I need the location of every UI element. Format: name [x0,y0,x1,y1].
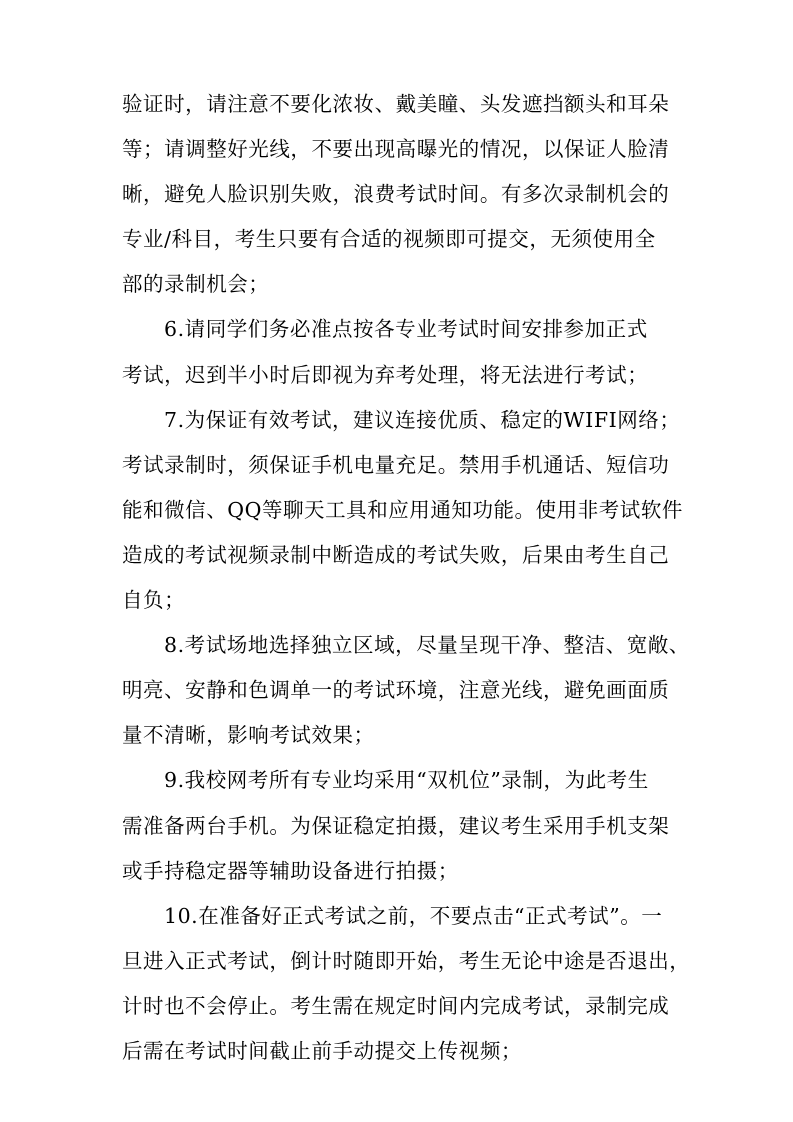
text-line: 后需在考试时间截止前手动提交上传视频； [122,1038,522,1063]
text-line: 需准备两台手机。为保证稳定拍摄，建议考生采用手机支架 [122,813,670,838]
text-line: 验证时，请注意不要化浓妆、戴美瞳、头发遮挡额头和耳朵 [122,92,670,116]
item-9-first-line: 9.我校网考所有专业均采用“双机位”录制，为此考生 [164,768,649,793]
text-line: 考试录制时，须保证手机电量充足。禁用手机通话、短信功 [122,452,670,477]
text-line: 造成的考试视频录制中断造成的考试失败，后果由考生自己 [122,542,670,567]
text-line: 等；请调整好光线，不要出现高曝光的情况，以保证人脸清 [122,137,670,162]
text-line: 明亮、安静和色调单一的考试环境，注意光线，避免画面质 [122,678,670,703]
text-line: 专业/科目，考生只要有合适的视频即可提交，无须使用全 [122,227,656,252]
text-line: 部的录制机会； [122,272,270,297]
text-line: 能和微信、QQ等聊天工具和应用通知功能。使用非考试软件 [122,497,683,522]
text-line: 自负； [122,588,186,613]
text-line: 考试，迟到半小时后即视为弃考处理，将无法进行考试； [122,362,649,387]
text-line: 旦进入正式考试，倒计时随即开始，考生无论中途是否退出， [122,948,691,973]
item-7-first-line: 7.为保证有效考试，建议连接优质、稳定的WIFI网络； [164,407,681,432]
text-line: 计时也不会停止。考生需在规定时间内完成考试，录制完成 [122,993,670,1018]
text-line: 量不清晰，影响考试效果； [122,723,375,748]
item-6-first-line: 6.请同学们务必准点按各专业考试时间安排参加正式 [164,317,648,342]
text-line: 晰，避免人脸识别失败，浪费考试时间。有多次录制机会的 [122,182,670,207]
item-8-first-line: 8.考试场地选择独立区域，尽量呈现干净、整洁、宽敞、 [164,633,690,658]
item-10-first-line: 10.在准备好正式考试之前，不要点击“正式考试”。一 [164,903,663,928]
text-line: 或手持稳定器等辅助设备进行拍摄； [122,858,459,883]
document-body [122,82,691,1074]
